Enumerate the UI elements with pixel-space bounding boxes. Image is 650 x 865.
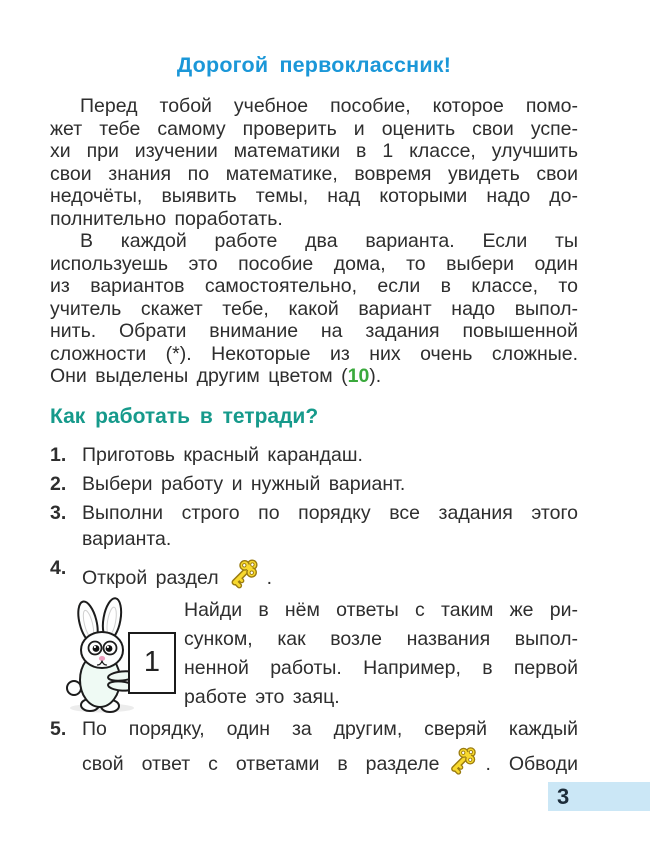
item-text-line	[82, 743, 578, 779]
paragraph-line: жет тебе самому проверить и оценить свои успе-	[50, 117, 578, 140]
item-text-line	[82, 555, 578, 593]
highlighted-difficulty-number: 10	[347, 365, 370, 387]
key-icon	[443, 743, 481, 779]
page-title: Дорогой первоклассник!	[176, 53, 452, 77]
list-item-5	[50, 716, 578, 779]
note-text	[184, 596, 578, 714]
list-item-2	[50, 471, 578, 497]
section-title: Как работать в тетради?	[50, 404, 319, 428]
list-number: 3.	[50, 501, 67, 524]
paragraph-line: В каждой работе два варианта. Если ты	[80, 230, 578, 252]
rabbit-note	[50, 596, 578, 714]
answer-card	[128, 632, 176, 694]
page-content	[50, 0, 578, 782]
list-item-3	[50, 500, 578, 552]
page-number: 3	[557, 783, 570, 809]
paragraph-line: недочёты, выявить темы, над которыми надо до-	[50, 185, 578, 207]
page-number-band	[548, 782, 650, 811]
paragraph-line: нить. Обрати внимание на задания повышенной	[50, 320, 578, 342]
paragraph-line: учитель скажет тебе, какой вариант надо выпол-	[50, 297, 578, 320]
item-text-line: варианта.	[82, 527, 172, 550]
item-text-line: Приготовь красный карандаш.	[82, 443, 363, 466]
note-line: сунком, как возле названия выпол-	[184, 627, 578, 650]
item-text-line: По порядку, один за другим, сверяй каждый	[82, 717, 578, 740]
list-number: 2.	[50, 472, 67, 495]
paragraph-line: Перед тобой учебное пособие, которое помо-	[80, 95, 578, 117]
list-number: 4.	[50, 556, 67, 579]
item-text-line: Выполни строго по порядку все задания этого	[82, 501, 578, 524]
rabbit-figure	[60, 596, 178, 714]
list-item-4	[50, 555, 578, 593]
list-item-1	[50, 442, 578, 468]
note-line: Найди в нём ответы с таким же ри-	[184, 598, 578, 621]
paragraph-line: свои знания по математике, вовремя увидеть свои	[50, 162, 578, 185]
paragraph-line: сложности (*). Некоторые из них очень сложные.	[50, 342, 578, 365]
paragraph-text: Они выделены другим цветом (	[50, 365, 348, 387]
note-line: работе это заяц.	[184, 685, 340, 708]
list-number: 5.	[50, 717, 67, 740]
paragraph-line: используешь это пособие дома, то выбери один	[50, 252, 578, 275]
item-text: . Обводи	[485, 752, 578, 775]
item-text: свой ответ с ответами в разделе	[82, 752, 440, 775]
item-text: .	[266, 566, 272, 589]
note-line: ненной работы. Например, в первой	[184, 656, 578, 679]
paragraph-line	[50, 365, 578, 388]
paragraph-line: из вариантов самостоятельно, если в классе, то	[50, 275, 578, 297]
list-number: 1.	[50, 443, 67, 466]
intro-paragraphs	[50, 95, 578, 388]
card-number: 1	[143, 646, 161, 678]
paragraph-text: ).	[369, 365, 382, 387]
key-icon	[223, 555, 263, 593]
paragraph-line: полнительно поработать.	[50, 207, 283, 230]
item-text-line: Выбери работу и нужный вариант.	[82, 472, 406, 495]
item-text: Открой раздел	[82, 566, 219, 589]
instruction-list	[50, 442, 578, 779]
paragraph-line: хи при изучении математики в 1 классе, улучшить	[50, 140, 578, 162]
